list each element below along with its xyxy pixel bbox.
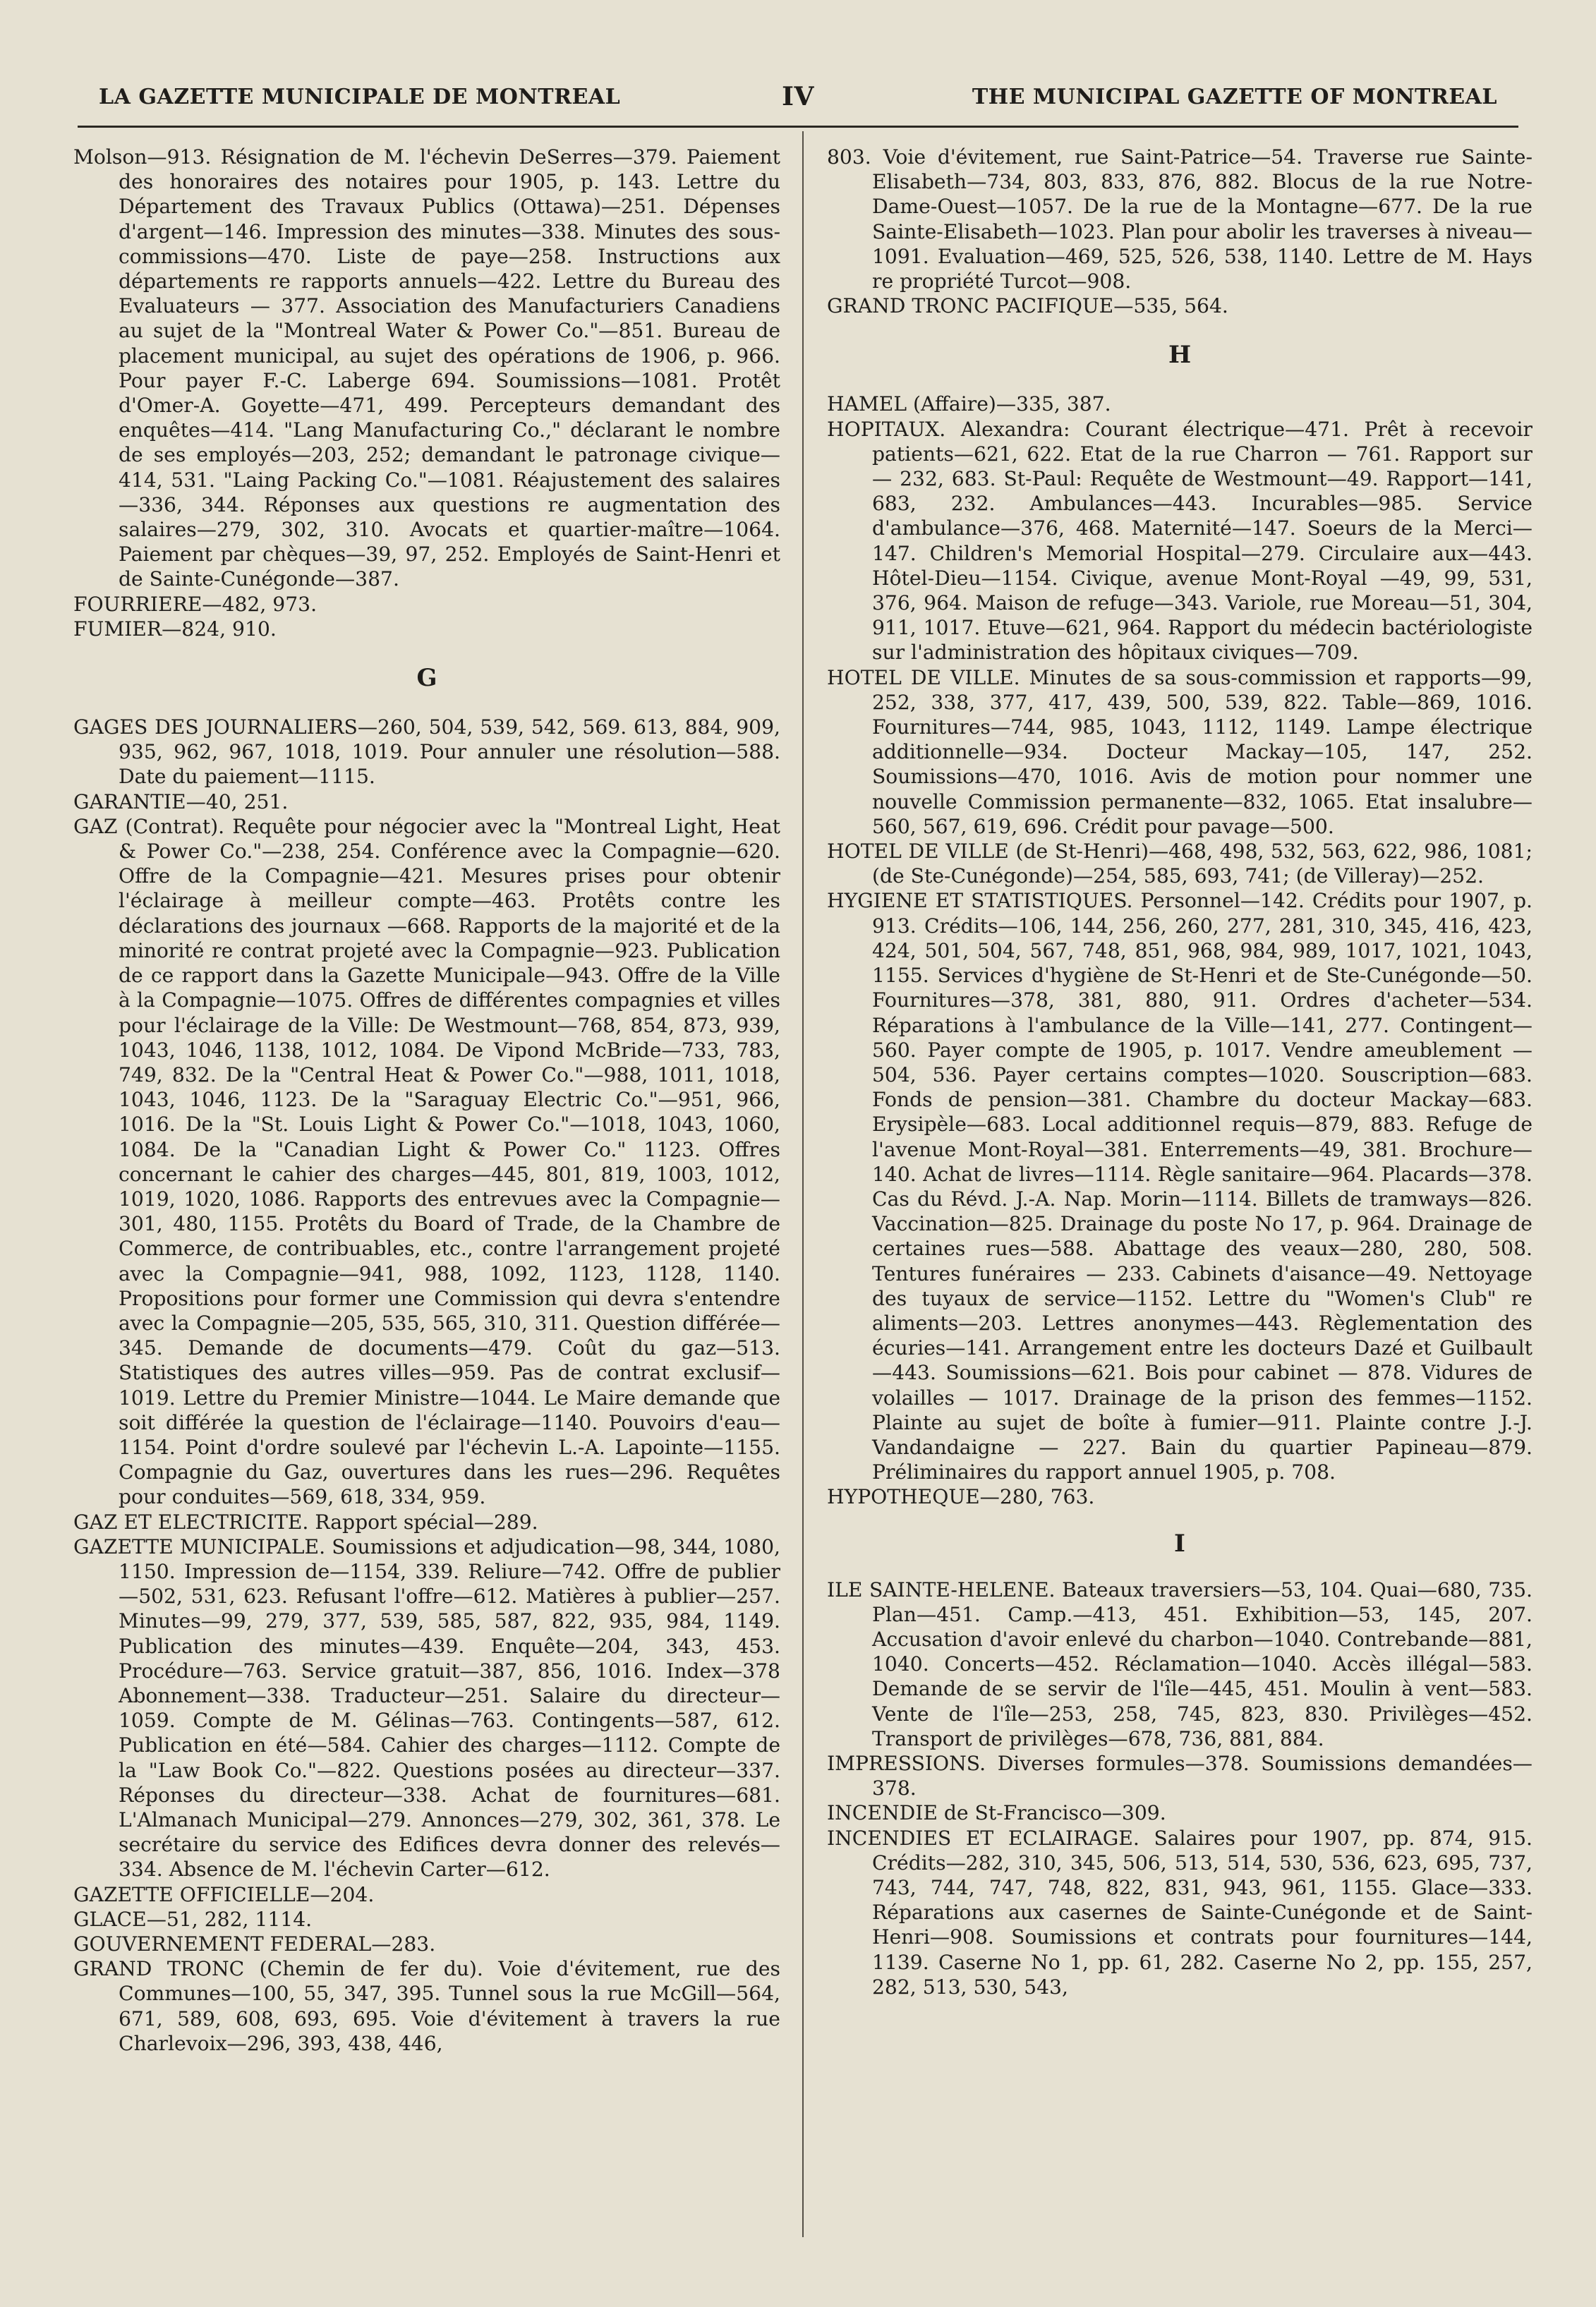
section-letter-h: H [1168, 341, 1192, 370]
page-header [78, 79, 1518, 121]
index-entry-hypotheque: HYPOTHEQUE—280, 763. [827, 1485, 1095, 1509]
index-entry-gaz-electricite: GAZ ET ELECTRICITE. Rapport spécial—289. [73, 1510, 538, 1534]
index-entry-incendies-eclairage: INCENDIES ET ECLAIRAGE. Salaires pour 1907, pp. 874, 915. Crédits—282, 310, 345, 506, 513, 514, 530, 536, 623, 695, 737, 743, 744, 747, 748, 822, 831, 943, 961, 1155. Glace—333. Réparations aux casernes de Sainte-Cunégonde et de Saint-Henri—908. Soumissions et contrats pour fournitures—144, 1139. Caserne No 1, pp. 61, 282. Caserne No 2, pp. 155, 257, 282, 513, 530, 543, [827, 1826, 1532, 1999]
index-entry-continued: Molson—913. Résignation de M. l'échevin DeSerres—379. Paiement des honoraires des notaires pour 1905, p. 143. Lettre du Département des Travaux Publics (Ottawa)—251. Dépenses d'argent—146. Impression des minutes—338. Minutes des sous-commissions—470. Liste de paye—258. Instructions aux départements re rapports annuels—422. Lettre du Bureau des Evaluateurs — 377. Association des Manufacturiers Canadiens au sujet de la "Montreal Water & Power Co."—851. Bureau de placement municipal, au sujet des opérations de 1906, p. 966. Pour payer F.-C. Laberge 694. Soumissions—1081. Protêt d'Omer-A. Goyette—471, 499. Percepteurs demandant des enquêtes—414. "Lang Manufacturing Co.," déclarant le nombre de ses employés—203, 252; demandant le patronage civique—414, 531. "Laing Packing Co."—1081. Réajustement des salaires—336, 344. Réponses aux questions re augmentation des salaires—279, 302, 310. Avocats et quartier-maître—1064. Paiement par chèques—39, 97, 252. Employés de Saint-Henri et de Sainte-Cunégonde—387. [73, 145, 780, 591]
index-entry-glace: GLACE—51, 282, 1114. [73, 1907, 313, 1931]
index-entry-hotel-de-ville-annexes: HOTEL DE VILLE (de St-Henri)—468, 498, 532, 563, 622, 986, 1081; (de Ste-Cunégonde)—254, 585, 693, 741; (de Villeray)—252. [827, 840, 1532, 888]
index-entry-hamel: HAMEL (Affaire)—335, 387. [827, 392, 1111, 416]
index-entry-grand-tronc-continued: 803. Voie d'évitement, rue Saint-Patrice—54. Traverse rue Sainte-Elisabeth—734, 803, 833, 876, 882. Blocus de la rue Notre-Dame-Ouest—1057. De la rue de la Montagne—677. De la rue Sainte-Elisabeth—1023. Plan pour abolir les traverses à niveau—1091. Evaluation—469, 525, 526, 538, 1140. Lettre de M. Hays re propriété Turcot—908. [827, 145, 1532, 293]
index-entry-hopitaux: HOPITAUX. Alexandra: Courant électrique—471. Prêt à recevoir patients—621, 622. Etat de la rue Charron — 761. Rapport sur — 232, 683. St-Paul: Requête de Westmount—49. Rapport—141, 683, 232. Ambulances—443. Incurables—985. Service d'ambulance—376, 468. Maternité—147. Soeurs de la Merci—147. Children's Memorial Hospital—279. Circulaire aux—443. Hôtel-Dieu—1154. Civique, avenue Mont-Royal —49, 99, 531, 376, 964. Maison de refuge—343. Variole, rue Moreau—51, 304, 911, 1017. Etuve—621, 964. Rapport du médecin bactériologiste sur l'administration des hôpitaux civiques—709. [827, 417, 1532, 665]
header-rule [78, 126, 1518, 128]
index-entry-gaz-contrat: GAZ (Contrat). Requête pour négocier avec la "Montreal Light, Heat & Power Co."—238, 254. Conférence avec la Compagnie—620. Offre de la Compagnie—421. Mesures prises pour obtenir l'éclairage à meilleur compte—463. Protêts contre les déclarations des journaux —668. Rapports de la majorité et de la minorité re contrat projeté avec la Compagnie—923. Publication de ce rapport dans la Gazette Municipale—943. Offre de la Ville à la Compagnie—1075. Offres de différentes compagnies et villes pour l'éclairage de la Ville: De Westmount—768, 854, 873, 939, 1043, 1046, 1138, 1012, 1084. De Vipond McBride—733, 783, 749, 832. De la "Central Heat & Power Co."—988, 1011, 1018, 1043, 1046, 1123. De la "Saraguay Electric Co."—951, 966, 1016. De la "St. Louis Light & Power Co."—1018, 1043, 1060, 1084. De la "Canadian Light & Power Co." 1123. Offres concernant le cahier des charges—445, 801, 819, 1003, 1012, 1019, 1020, 1086. Rapports des entrevues avec la Compagnie—301, 480, 1155. Protêts du Board of Trade, de la Chambre de Commerce, de contribuables, etc., contre l'arrangement projeté avec la Compagnie—941, 988, 1092, 1123, 1128, 1140. Propositions pour former une Commission qui devra s'entendre avec la Compagnie—205, 535, 565, 310, 311. Question différée—345. Demande de documents—479. Coût du gaz—513. Statistiques des autres villes—959. Pas de contrat exclusif—1019. Lettre du Premier Ministre—1044. Le Maire demande que soit différée la question de l'éclairage—1140. Pouvoirs d'eau—1154. Point d'ordre soulevé par l'échevin L.-A. Lapointe—1155. Compagnie du Gaz, ouvertures dans les rues—296. Requêtes pour conduites—569, 618, 334, 959. [73, 814, 780, 1509]
index-entry-fumier: FUMIER—824, 910. [73, 617, 277, 641]
page-number: IV [782, 82, 814, 111]
section-letter-g: G [416, 664, 437, 693]
index-entry-garantie: GARANTIE—40, 251. [73, 789, 289, 813]
header-title-english: THE MUNICIPAL GAZETTE OF MONTREAL [972, 85, 1497, 109]
section-letter-i: I [1174, 1529, 1185, 1558]
index-entry-gouvernement-federal: GOUVERNEMENT FEDERAL—283. [73, 1932, 436, 1956]
index-entry-gazette-officielle: GAZETTE OFFICIELLE—204. [73, 1882, 375, 1906]
left-column [73, 145, 780, 2056]
index-entry-gages: GAGES DES JOURNALIERS—260, 504, 539, 542, 569. 613, 884, 909, 935, 962, 967, 1018, 1019. Pour annuler une résolution—588. Date du paiement—1115. [73, 715, 780, 789]
header-title-french: LA GAZETTE MUNICIPALE DE MONTREAL [99, 85, 621, 109]
column-divider [802, 131, 804, 2237]
index-entry-hotel-de-ville: HOTEL DE VILLE. Minutes de sa sous-commission et rapports—99, 252, 338, 377, 417, 439, 500, 539, 822. Table—869, 1016. Fournitures—744, 985, 1043, 1112, 1149. Lampe électrique additionnelle—934. Docteur Mackay—105, 147, 252. Soumissions—470, 1016. Avis de motion pour nommer une nouvelle Commission permanente—832, 1065. Etat insalubre—560, 567, 619, 696. Crédit pour pavage—500. [827, 665, 1532, 838]
index-entry-hygiene: HYGIENE ET STATISTIQUES. Personnel—142. Crédits pour 1907, p. 913. Crédits—106, 144, 256, 260, 277, 281, 310, 345, 416, 423, 424, 501, 504, 567, 748, 851, 968, 984, 989, 1017, 1021, 1043, 1155. Services d'hygiène de St-Henri et de Ste-Cunégonde—50. Fournitures—378, 381, 880, 911. Ordres d'acheter—534. Réparations à l'ambulance de la Ville—141, 277. Contingent—560. Payer compte de 1905, p. 1017. Vendre ameublement — 504, 536. Payer certains comptes—1020. Souscription—683. Fonds de pension—381. Chambre du docteur Mackay—683. Erysipèle—683. Local additionnel requis—879, 883. Refuge de l'avenue Mont-Royal—381. Enterrements—49, 381. Brochure—140. Achat de livres—1114. Règle sanitaire—964. Placards—378. Cas du Révd. J.-A. Nap. Morin—1114. Billets de tramways—826. Vaccination—825. Drainage du poste No 17, p. 964. Drainage de certaines rues—588. Abattage des veaux—280, 280, 508. Tentures funéraires — 233. Cabinets d'aisance—49. Nettoyage des tuyaux de service—1152. Lettre du "Women's Club" re aliments—203. Lettres anonymes—443. Règlementation des écuries—141. Arrangement entre les docteurs Dazé et Guilbault—443. Soumissions—621. Bois pour cabinet — 878. Vidures de volailles — 1017. Drainage de la prison des femmes—1152. Plainte au sujet de boîte à fumier—911. Plainte contre J.-J. Vandandaigne — 227. Bain du quartier Papineau—879. Préliminaires du rapport annuel 1905, p. 708. [827, 889, 1532, 1484]
index-entry-grand-tronc-pacifique: GRAND TRONC PACIFIQUE—535, 564. [827, 294, 1228, 318]
index-entry-fourriere: FOURRIERE—482, 973. [73, 592, 318, 616]
index-entry-gazette-municipale: GAZETTE MUNICIPALE. Soumissions et adjudication—98, 344, 1080, 1150. Impression de—1154, 339. Reliure—742. Offre de publier—502, 531, 623. Refusant l'offre—612. Matières à publier—257. Minutes—99, 279, 377, 539, 585, 587, 822, 935, 984, 1149. Publication des minutes—439. Enquête—204, 343, 453. Procédure—763. Service gratuit—387, 856, 1016. Index—378 Abonnement—338. Traducteur—251. Salaire du directeur—1059. Compte de M. Gélinas—763. Contingents—587, 612. Publication en été—584. Cahier des charges—1112. Compte de la "Law Book Co."—822. Questions posées au directeur—337. Réponses du directeur—338. Achat de fournitures—681. L'Almanach Municipal—279. Annonces—279, 302, 361, 378. Le secrétaire du service des Edifices devra donner des relevés—334. Absence de M. l'échevin Carter—612. [73, 1534, 780, 1882]
index-entry-impressions: IMPRESSIONS. Diverses formules—378. Soumissions demandées—378. [827, 1751, 1532, 1800]
index-entry-ile-sainte-helene: ILE SAINTE-HELENE. Bateaux traversiers—53, 104. Quai—680, 735. Plan—451. Camp.—413, 451. Exhibition—53, 145, 207. Accusation d'avoir enlevé du charbon—1040. Contrebande—881, 1040. Concerts—452. Réclamation—1040. Accès illégal—583. Demande de se servir de l'île—445, 451. Moulin à vent—583. Vente de l'île—253, 258, 745, 823, 830. Privilèges—452. Transport de privilèges—678, 736, 881, 884. [827, 1578, 1532, 1750]
index-entry-grand-tronc: GRAND TRONC (Chemin de fer du). Voie d'évitement, rue des Communes—100, 55, 347, 395. Tunnel sous la rue McGill—564, 671, 589, 608, 693, 695. Voie d'évitement à travers la rue Charlevoix—296, 393, 438, 446, [73, 1957, 780, 2055]
index-entry-incendie: INCENDIE de St-Francisco—309. [827, 1801, 1166, 1825]
right-column [827, 145, 1532, 1999]
